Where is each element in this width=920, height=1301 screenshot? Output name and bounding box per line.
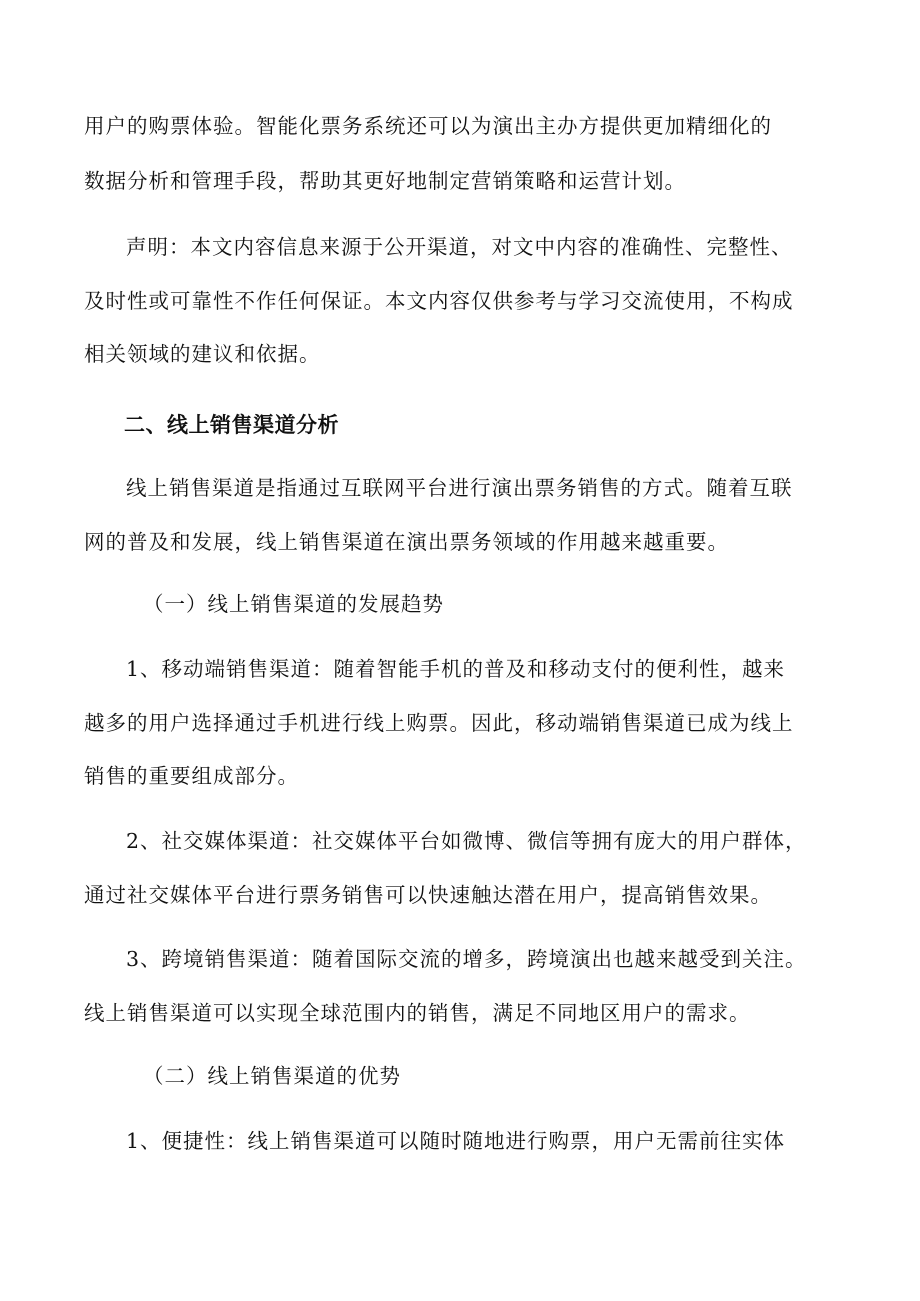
list-item-line: 1、便捷性：线上销售渠道可以随时随地进行购票，用户无需前往实体 xyxy=(126,1129,786,1153)
list-item-line: 销售的重要组成部分。 xyxy=(84,764,299,788)
paragraph-line: 线上销售渠道是指通过互联网平台进行演出票务销售的方式。随着互联 xyxy=(126,476,793,500)
paragraph-line: 数据分析和管理手段，帮助其更好地制定营销策略和运营计划。 xyxy=(84,169,686,193)
list-item-line: 2、社交媒体渠道：社交媒体平台如微博、微信等拥有庞大的用户群体， xyxy=(126,829,807,853)
list-item-line: 1、移动端销售渠道：随着智能手机的普及和移动支付的便利性，越来 xyxy=(126,657,786,681)
section-heading: 二、线上销售渠道分析 xyxy=(124,413,339,437)
disclaimer-line: 及时性或可靠性不作任何保证。本文内容仅供参考与学习交流使用，不构成 xyxy=(84,289,794,313)
subsection-heading: （二）线上销售渠道的优势 xyxy=(143,1064,401,1088)
subsection-heading: （一）线上销售渠道的发展趋势 xyxy=(143,592,444,616)
list-item-line: 越多的用户选择通过手机进行线上购票。因此，移动端销售渠道已成为线上 xyxy=(84,711,794,735)
list-item-line: 3、跨境销售渠道：随着国际交流的增多，跨境演出也越来越受到关注。 xyxy=(126,947,807,971)
list-item-line: 线上销售渠道可以实现全球范围内的销售，满足不同地区用户的需求。 xyxy=(84,1001,751,1025)
paragraph-line: 网的普及和发展，线上销售渠道在演出票务领域的作用越来越重要。 xyxy=(84,530,729,554)
disclaimer-line: 声明：本文内容信息来源于公开渠道，对文中内容的准确性、完整性、 xyxy=(126,235,793,259)
disclaimer-line: 相关领域的建议和依据。 xyxy=(84,342,321,366)
paragraph-line: 用户的购票体验。智能化票务系统还可以为演出主办方提供更加精细化的 xyxy=(84,114,772,138)
list-item-line: 通过社交媒体平台进行票务销售可以快速触达潜在用户，提高销售效果。 xyxy=(84,883,772,907)
